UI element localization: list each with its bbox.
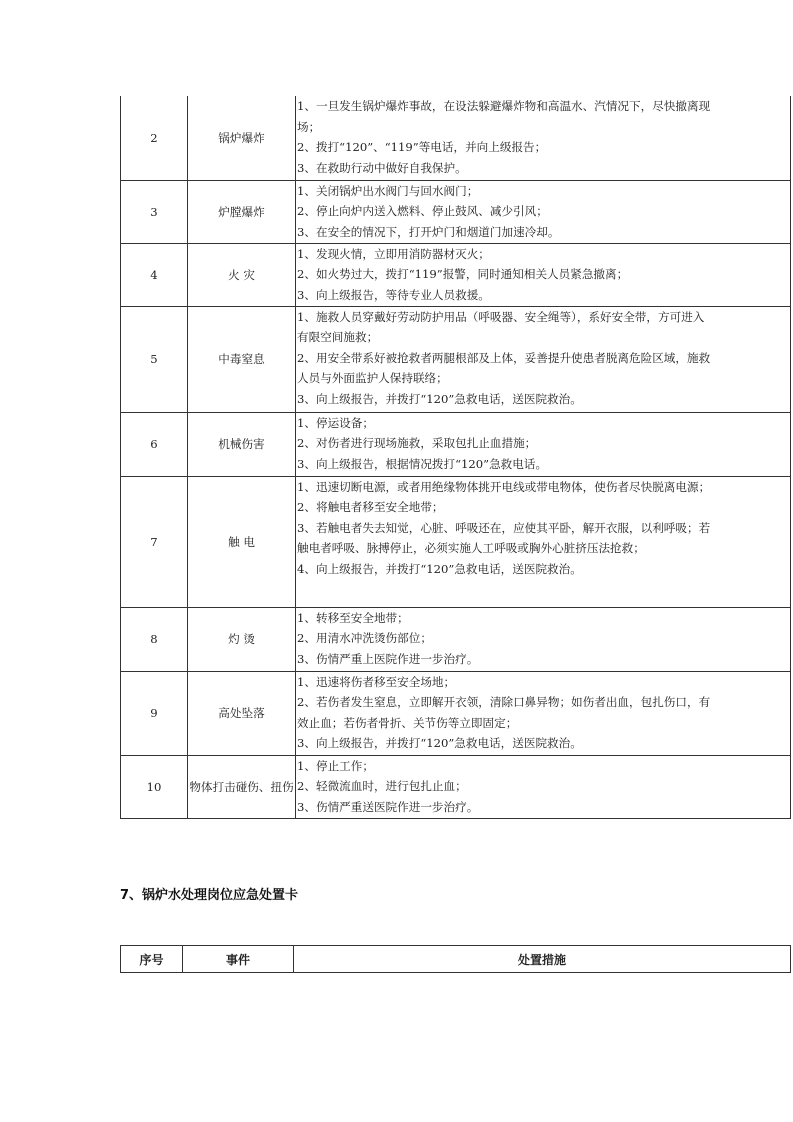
row-event: 触 电 <box>188 476 296 607</box>
row-event: 灼 烫 <box>188 607 296 671</box>
measure-line: 效止血；若伤者骨折、关节伤等立即固定； <box>297 715 518 730</box>
row-number: 10 <box>121 755 188 818</box>
row-measures <box>296 412 791 476</box>
measure-line: 3、向上级报告，并拨打“120”急救电话，送医院救治。 <box>297 391 582 406</box>
measure-line: 有限空间施救； <box>297 330 379 345</box>
measure-line: 3、伤情严重送医院作进一步治疗。 <box>297 799 479 814</box>
row-measures <box>296 306 791 412</box>
row-event: 物体打击碰伤、扭伤 <box>188 755 296 818</box>
header-no: 序号 <box>121 946 183 973</box>
measure-line: 2、用安全带系好被抢救者两腿根部及上体，妥善提升使患者脱离危险区域，施救 <box>297 350 711 365</box>
measure-line: 3、向上级报告，并拨打“120”急救电话，送医院救治。 <box>297 736 582 751</box>
measure-line: 3、伤情严重上医院作进一步治疗。 <box>297 651 479 666</box>
row-number: 4 <box>121 243 188 306</box>
measure-line: 2、轻微流血时，进行包扎止血； <box>297 779 467 794</box>
row-event: 高处坠落 <box>188 671 296 755</box>
row-number: 6 <box>121 412 188 476</box>
measure-line: 2、对伤者进行现场施救，采取包扎止血措施； <box>297 436 537 451</box>
measure-line: 1、关闭锅炉出水阀门与回水阀门； <box>297 183 479 198</box>
row-event: 中毒窒息 <box>188 306 296 412</box>
measure-line: 1、迅速将伤者移至安全场地； <box>297 674 456 689</box>
measure-line: 3、若触电者失去知觉，心脏、呼吸还在，应使其平卧，解开衣服，以利呼吸；若 <box>297 520 711 535</box>
measure-line: 2、将触电者移至安全地带； <box>297 500 444 515</box>
row-measures <box>296 671 791 755</box>
row-number: 7 <box>121 476 188 607</box>
table-row <box>121 412 791 476</box>
measure-line: 2、停止向炉内送入燃料、停止鼓风、减少引风； <box>297 204 548 219</box>
table-row <box>121 755 791 818</box>
row-event: 机械伤害 <box>188 412 296 476</box>
row-measures <box>296 180 791 243</box>
row-number: 9 <box>121 671 188 755</box>
row-measures <box>296 607 791 671</box>
row-event: 锅炉爆炸 <box>188 96 296 180</box>
measure-line: 1、转移至安全地带； <box>297 610 409 625</box>
section-title: 7、锅炉水处理岗位应急处置卡 <box>120 888 299 903</box>
header-measures: 处置措施 <box>294 946 791 973</box>
measure-line: 1、施救人员穿戴好劳动防护用品（呼吸器、安全绳等），系好安全带，方可进入 <box>297 309 705 324</box>
emergency-card-table <box>120 945 791 973</box>
measure-line: 3、向上级报告，等待专业人员救援。 <box>297 287 490 302</box>
table-row <box>121 180 791 243</box>
measure-line: 2、若伤者发生窒息，立即解开衣领，清除口鼻异物；如伤者出血，包扎伤口，有 <box>297 695 711 710</box>
measure-line: 2、用清水冲洗烫伤部位； <box>297 631 432 646</box>
row-number: 3 <box>121 180 188 243</box>
table-row <box>121 96 791 180</box>
table-row <box>121 243 791 306</box>
row-measures <box>296 243 791 306</box>
measure-line: 1、一旦发生锅炉爆炸事故，在设法躲避爆炸物和高温水、汽情况下，尽快撤离现 <box>297 99 711 113</box>
measure-line: 1、迅速切断电源，或者用绝缘物体挑开电线或带电物体，使伤者尽快脱离电源； <box>297 479 711 494</box>
table-row <box>121 306 791 412</box>
row-number: 5 <box>121 306 188 412</box>
measure-line: 触电者呼吸、脉搏停止，必须实施人工呼吸或胸外心脏挤压法抢救； <box>297 541 645 556</box>
measure-line: 1、发现火情，立即用消防器材灭火； <box>297 246 490 261</box>
table-row <box>121 671 791 755</box>
row-event: 火 灾 <box>188 243 296 306</box>
emergency-table <box>120 96 791 819</box>
measure-line: 1、停运设备； <box>297 415 374 430</box>
measure-line: 场； <box>297 119 321 134</box>
measure-line: 4、向上级报告，并拨打“120”急救电话，送医院救治。 <box>297 561 582 576</box>
measure-line: 2、如火势过大，拨打“119”报警，同时通知相关人员紧急撤离； <box>297 267 629 282</box>
row-measures <box>296 755 791 818</box>
measure-line: 1、停止工作； <box>297 758 374 773</box>
measure-line: 3、在救助行动中做好自我保护。 <box>297 160 467 175</box>
measure-line: 3、在安全的情况下，打开炉门和烟道门加速冷却。 <box>297 224 560 239</box>
row-measures <box>296 476 791 607</box>
table-header-row <box>121 946 791 973</box>
table-row <box>121 607 791 671</box>
table-row <box>121 476 791 607</box>
measure-line: 3、向上级报告，根据情况拨打“120”急救电话。 <box>297 456 548 471</box>
row-measures <box>296 96 791 180</box>
measure-line: 2、拨打“120”、“119”等电话，并向上级报告； <box>297 140 547 155</box>
row-number: 8 <box>121 607 188 671</box>
measure-line: 人员与外面监护人保持联络； <box>297 371 448 386</box>
row-number: 2 <box>121 96 188 180</box>
header-event: 事件 <box>183 946 294 973</box>
row-event: 炉膛爆炸 <box>188 180 296 243</box>
